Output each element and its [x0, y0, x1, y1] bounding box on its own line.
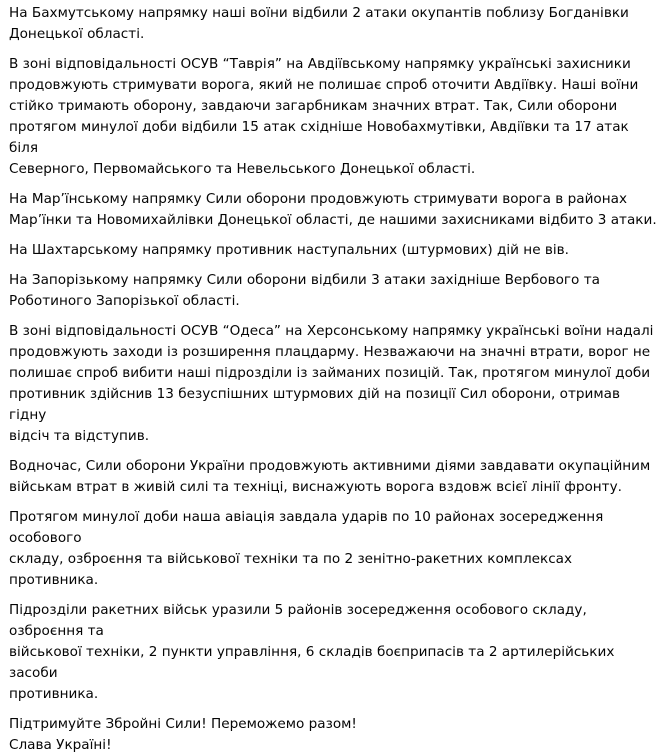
paragraph-marinka: На Мар’їнському напрямку Сили оборони продовжують стримувати ворога в районах Мар’їнки та Новомихайлівки Донецької області, де нашими захисниками відбито 3 атаки. — [9, 191, 657, 228]
paragraph-shakhtarske: На Шахтарському напрямку противник наступальних (штурмових) дій не вів. — [9, 242, 569, 258]
paragraph-aviation: Протягом минулої доби наша авіація завдала ударів по 10 районах зосередження особового складу, озброєння та військової техніки та по 2 зенітно-ракетних комплексах противника. — [9, 509, 604, 588]
paragraph-missile-troops: Підрозділи ракетних військ уразили 5 районів зосередження особового складу, озброєння та військової техніки, 2 пункти управління, 6 складів боєприпасів та 2 артилерійських засоби противника. — [9, 602, 615, 702]
paragraph-avdiivka: В зоні відповідальності ОСУВ “Таврія” на Авдіївському напрямку українські захисники продовжують стримувати ворога, який не полишає спроб оточити Авдіївку. Наші воїни стійко тримають оборону, завдаючи загарбникам значних втрат. Так, Сили оборони протягом минулої доби відбили 15 атак східніше Новобахмутівки, Авдіївки та 17 атак біля Северного, Первомайського та Невельського Донецької області. — [9, 56, 639, 177]
paragraph-closing: Підтримуйте Збройні Сили! Переможемо разом! Слава Україні! — [9, 716, 357, 753]
paragraph-bakhmut: На Бахмутському напрямку наші воїни відбили 2 атаки окупантів поблизу Богданівки Донецької області. — [9, 5, 629, 42]
paragraph-zaporizhzhia: На Запорізькому напрямку Сили оборони відбили 3 атаки західніше Вербового та Роботиного Запорізької області. — [9, 272, 600, 309]
paragraph-defense-forces: Водночас, Сили оборони України продовжують активними діями завдавати окупаційним військам втрат в живій силі та техніці, виснажують ворога вздовж всієї лінії фронту. — [9, 458, 651, 495]
paragraph-kherson: В зоні відповідальності ОСУВ “Одеса” на Херсонському напрямку українські воїни надалі продовжують заходи із розширення плацдарму. Незважаючи на значні втрати, ворог не полишає спроб вибити наші підрозділи із займаних позицій. Так, протягом минулої доби противник здійснив 13 безуспішних штурмових дій на позиції Сил оборони, отримав гідну відсіч та відступив. — [9, 323, 654, 444]
